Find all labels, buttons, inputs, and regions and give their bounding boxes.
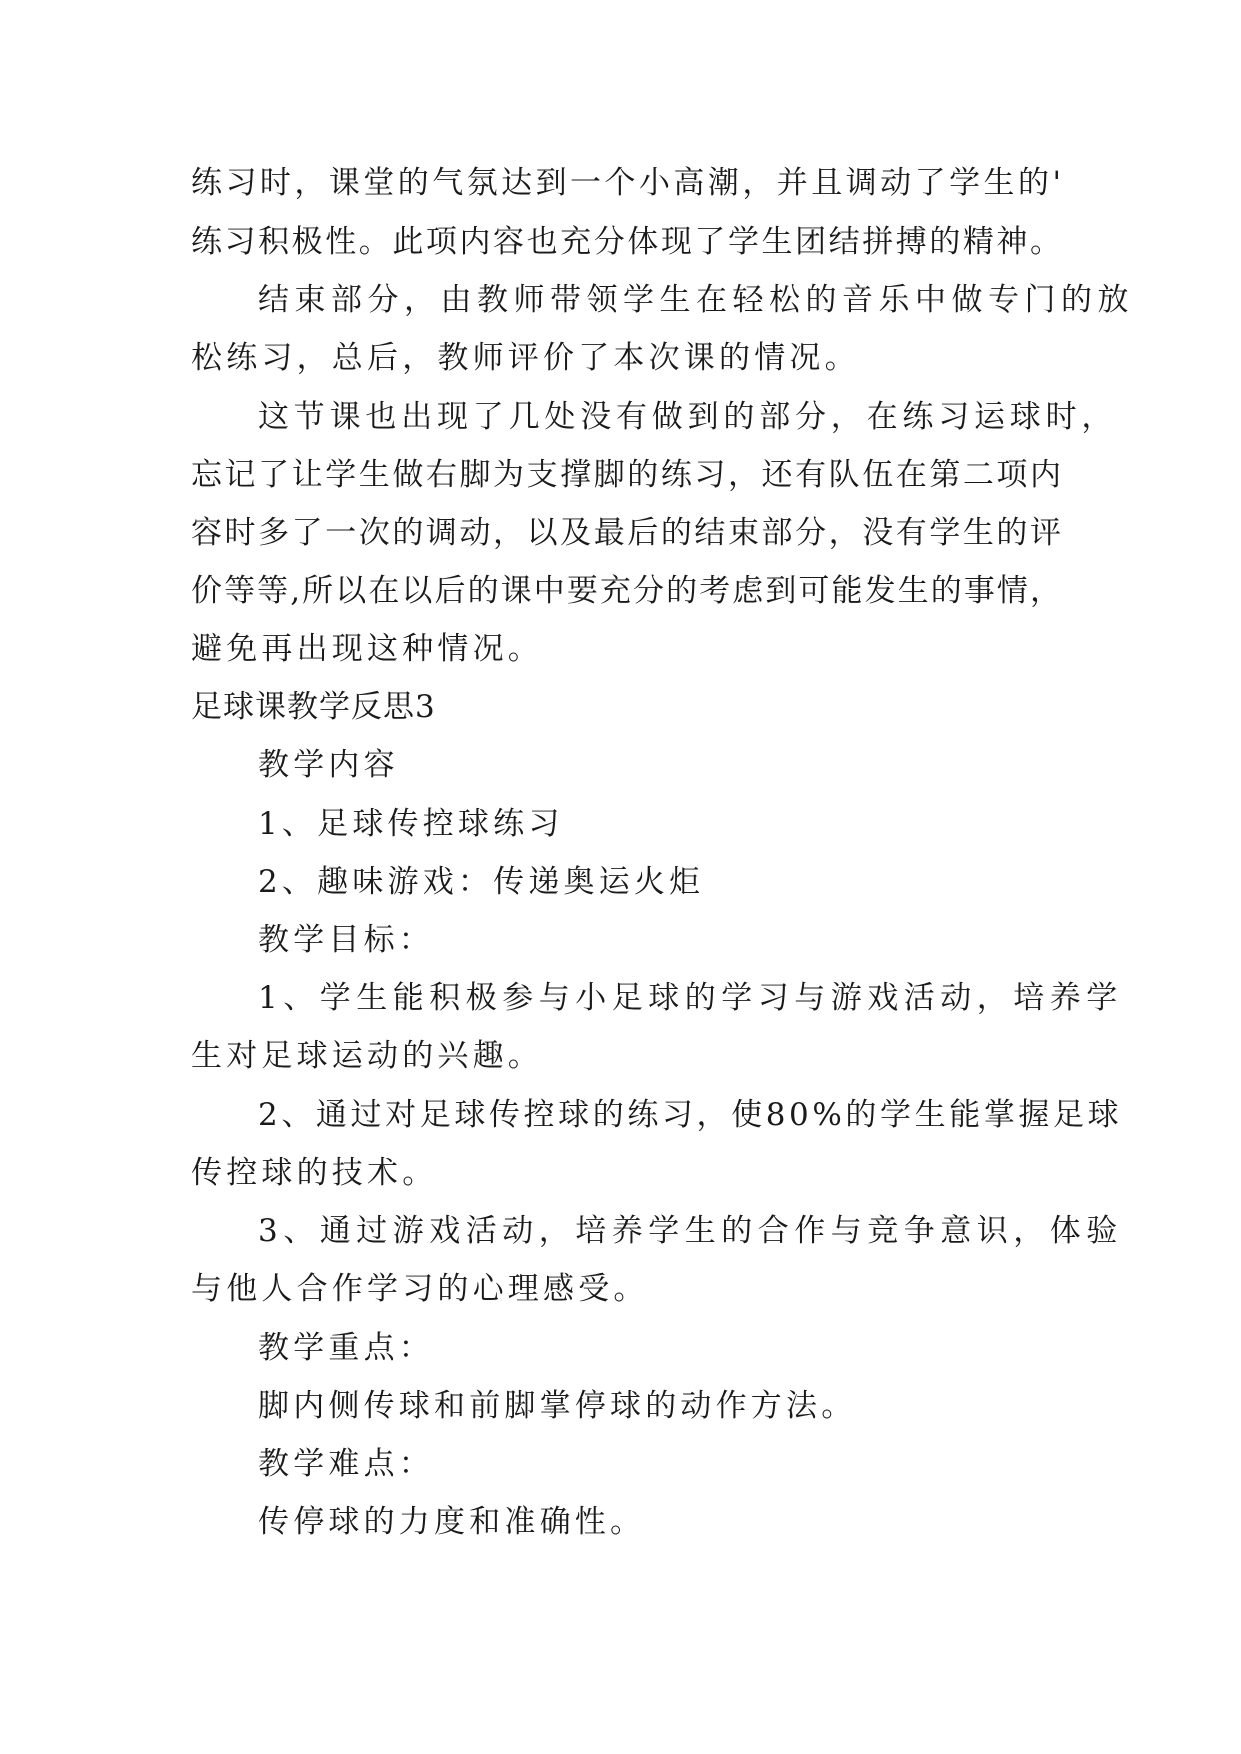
text-line: 传停球的力度和准确性。 <box>258 1504 646 1540</box>
section-heading: 足球课教学反思3 <box>191 689 436 725</box>
list-item: 1、学生能积极参与小足球的学习与游戏活动，培养学 <box>258 980 1123 1016</box>
text-line: 这节课也出现了几处没有做到的部分，在练习运球时， <box>258 399 1118 435</box>
text-line: 松练习，总后，教师评价了本次课的情况。 <box>191 340 860 376</box>
text-line: 忘记了让学生做右脚为支撑脚的练习，还有队伍在第二项内 <box>191 457 1061 493</box>
text-line: 生对足球运动的兴趣。 <box>191 1038 543 1074</box>
text-line: 教学内容 <box>258 747 399 783</box>
text-line: 教学目标： <box>258 922 434 958</box>
text-line: 容时多了一次的调动，以及最后的结束部分，没有学生的评 <box>191 515 1061 551</box>
list-item: 1、足球传控球练习 <box>258 806 564 842</box>
text-line: 传控球的技术。 <box>191 1155 438 1191</box>
list-item: 2、趣味游戏：传递奥运火炬 <box>258 864 705 900</box>
text-line: 价等等,所以在以后的课中要充分的考虑到可能发生的事情， <box>191 573 1061 609</box>
list-item: 2、通过对足球传控球的练习，使80%的学生能掌握足球 <box>258 1097 1123 1133</box>
text-line: 练习时，课堂的气氛达到一个小高潮，并且调动了学生的' <box>191 165 1061 201</box>
text-line: 避免再出现这种情况。 <box>191 631 543 667</box>
text-line: 练习积极性。此项内容也充分体现了学生团结拼搏的精神。 <box>191 224 1061 260</box>
text-line: 教学难点： <box>258 1446 434 1482</box>
text-line: 教学重点： <box>258 1330 434 1366</box>
text-line: 脚内侧传球和前脚掌停球的动作方法。 <box>258 1388 857 1424</box>
text-line: 与他人合作学习的心理感受。 <box>191 1271 649 1307</box>
list-item: 3、通过游戏活动，培养学生的合作与竞争意识，体验 <box>258 1213 1123 1249</box>
text-line: 结束部分，由教师带领学生在轻松的音乐中做专门的放 <box>258 282 1134 318</box>
